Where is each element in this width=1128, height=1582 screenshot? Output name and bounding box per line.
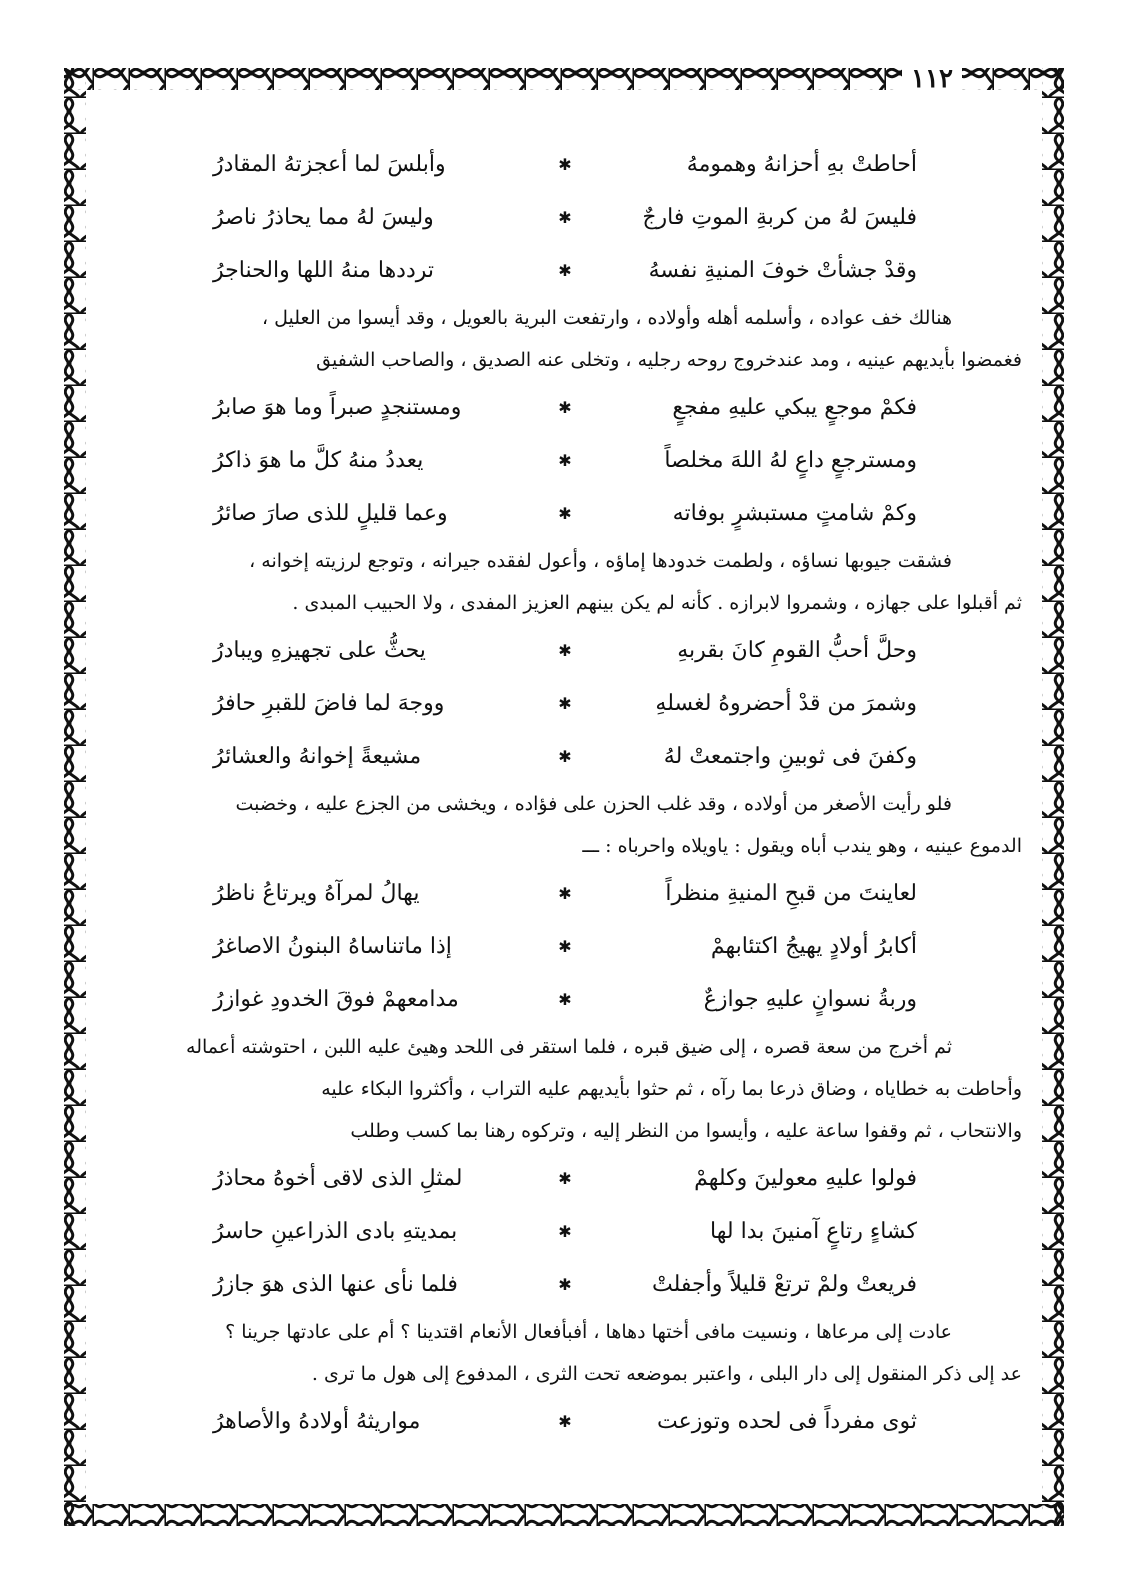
verse-separator-star-icon: ✱ — [558, 884, 572, 903]
verse-line — [108, 138, 1022, 191]
second-hemistich: يحثُّ على تجهيزهِ ويبادرُ — [213, 638, 426, 663]
verse-separator-star-icon: ✱ — [558, 937, 572, 956]
prose-line — [108, 825, 1022, 867]
verse-separator-star-icon: ✱ — [558, 504, 572, 523]
first-hemistich: لعاينتَ من قبحِ المنيةِ منظراً — [665, 881, 917, 906]
verse-line — [108, 244, 1022, 297]
second-hemistich: وأبلسَ لما أعجزتهُ المقادرُ — [213, 152, 446, 177]
prose-text: عد إلى ذكر المنقول إلى دار البلى ، واعتبر بموضعه تحت الثرى ، المدفوع إلى هول ما ترى . — [311, 1363, 1022, 1385]
second-hemistich: ترددها منهُ اللها والحناجرُ — [213, 258, 435, 283]
verse — [108, 881, 1022, 906]
second-hemistich: مدامعهمْ فوقَ الخدودِ غوازرُ — [213, 987, 459, 1012]
second-hemistich: فلما نأى عنها الذى هوَ جازرُ — [213, 1272, 458, 1297]
first-hemistich: ثوى مفرداً فى لحده وتوزعت — [657, 1409, 917, 1434]
prose-text: ثم أقبلوا على جهازه ، وشمروا لابرازه . كأنه لم يكن بينهم العزيز المفدى ، ولا الحبيب المبدى . — [292, 592, 1022, 614]
verse-line — [108, 867, 1022, 920]
first-hemistich: وشمرَ من قدْ أحضروهُ لغسلهِ — [655, 691, 917, 716]
prose-text: فغمضوا بأيديهم عينيه ، ومد عندخروج روحه رجليه ، وتخلى عنه الصديق ، والصاحب الشفيق — [316, 349, 1022, 371]
verse-separator-star-icon: ✱ — [558, 155, 572, 174]
first-hemistich: فريعتْ ولمْ ترتعْ قليلاً وأجفلتْ — [652, 1272, 917, 1297]
verse — [108, 1272, 1022, 1297]
verse-line — [108, 381, 1022, 434]
prose-text: فشقت جيوبها نساؤه ، ولطمت خدودها إماؤه ، وأعول لفقده جيرانه ، وتوجع لرزيته إخوانه ، — [249, 550, 952, 572]
first-hemistich: أحاطتْ بهِ أحزانهُ وهمومهُ — [686, 152, 917, 177]
verse-separator-star-icon: ✱ — [558, 694, 572, 713]
first-hemistich: وقدْ جشأتْ خوفَ المنيةِ نفسهُ — [648, 258, 917, 283]
verse-separator-star-icon: ✱ — [558, 1412, 572, 1431]
first-hemistich: وكفنَ فى ثوبينِ واجتمعتْ لهُ — [663, 744, 917, 769]
second-hemistich: ووجهَ لما فاضَ للقبرِ حافرُ — [213, 691, 445, 716]
prose-line — [108, 1110, 1022, 1152]
verse-line — [108, 1395, 1022, 1448]
second-hemistich: ومستنجدٍ صبراً وما هوَ صابرُ — [213, 395, 462, 420]
prose-line — [108, 582, 1022, 624]
second-hemistich: وعما قليلٍ للذى صارَ صائرُ — [213, 501, 448, 526]
second-hemistich: يعددُ منهُ كلَّ ما هوَ ذاكرُ — [213, 448, 424, 473]
first-hemistich: ومسترجعٍ داعٍ لهُ اللهَ مخلصاً — [664, 448, 917, 473]
verse — [108, 744, 1022, 769]
first-hemistich: وربةُ نسوانٍ عليهِ جوازعٌ — [703, 987, 917, 1012]
verse — [108, 205, 1022, 230]
verse-separator-star-icon: ✱ — [558, 1222, 572, 1241]
verse — [108, 152, 1022, 177]
verse-separator-star-icon: ✱ — [558, 261, 572, 280]
second-hemistich: مواريثهُ أولادهُ والأصاهرُ — [213, 1409, 421, 1434]
second-hemistich: لمثلِ الذى لاقى أخوهُ محاذرُ — [213, 1166, 463, 1191]
verse-separator-star-icon: ✱ — [558, 398, 572, 417]
verse-line — [108, 1258, 1022, 1311]
first-hemistich: فولوا عليهِ معولينَ وكلهمْ — [694, 1166, 917, 1191]
prose-line — [108, 783, 1022, 825]
verse — [108, 1409, 1022, 1434]
prose-text: هنالك خف عواده ، وأسلمه أهله وأولاده ، وارتفعت البرية بالعويل ، وقد أيسوا من العليل ، — [261, 307, 952, 329]
verse-separator-star-icon: ✱ — [558, 1169, 572, 1188]
first-hemistich: وحلَّ أحبُّ القومِ كانَ بقربهِ — [677, 638, 917, 663]
second-hemistich: بمديتهِ بادى الذراعينِ حاسرُ — [213, 1219, 458, 1244]
second-hemistich: مشيعةً إخوانهُ والعشائرُ — [213, 744, 422, 769]
verse-line — [108, 677, 1022, 730]
prose-line — [108, 540, 1022, 582]
verse-line — [108, 920, 1022, 973]
verse-separator-star-icon: ✱ — [558, 990, 572, 1009]
prose-line — [108, 1311, 1022, 1353]
second-hemistich: يهالُ لمرآهُ ويرتاعُ ناظرُ — [213, 881, 420, 906]
verse-separator-star-icon: ✱ — [558, 451, 572, 470]
verse — [108, 934, 1022, 959]
verse — [108, 448, 1022, 473]
verse — [108, 638, 1022, 663]
prose-text: وأحاطت به خطاياه ، وضاق ذرعا بما رآه ، ثم حثوا بأيديهم عليه التراب ، وأكثروا البكاء عليه — [321, 1078, 1022, 1100]
verse-separator-star-icon: ✱ — [558, 641, 572, 660]
prose-text: والانتحاب ، ثم وقفوا ساعة عليه ، وأيسوا من النظر إليه ، وتركوه رهنا بما كسب وطلب — [350, 1120, 1022, 1142]
verse-separator-star-icon: ✱ — [558, 747, 572, 766]
verse-separator-star-icon: ✱ — [558, 208, 572, 227]
verse — [108, 501, 1022, 526]
second-hemistich: إذا ماتناساهُ البنونُ الاصاغرُ — [213, 934, 452, 959]
first-hemistich: فليسَ لهُ من كربةِ الموتِ فارجٌ — [642, 205, 917, 230]
verse-line — [108, 1152, 1022, 1205]
prose-line — [108, 297, 1022, 339]
prose-line — [108, 1353, 1022, 1395]
prose-line — [108, 1026, 1022, 1068]
verse-line — [108, 973, 1022, 1026]
verse-line — [108, 487, 1022, 540]
second-hemistich: وليسَ لهُ مما يحاذرُ ناصرُ — [213, 205, 434, 230]
first-hemistich: وكمْ شامتٍ مستبشرٍ بوفاته — [672, 501, 917, 526]
page-number: ١١٢ — [902, 64, 962, 94]
verse-line — [108, 624, 1022, 677]
prose-line — [108, 339, 1022, 381]
verse — [108, 987, 1022, 1012]
first-hemistich: كشاءٍ رتاعٍ آمنينَ بدا لها — [710, 1219, 917, 1244]
verse-separator-star-icon: ✱ — [558, 1275, 572, 1294]
prose-line — [108, 1068, 1022, 1110]
verse — [108, 258, 1022, 283]
verse-line — [108, 730, 1022, 783]
prose-text: عادت إلى مرعاها ، ونسيت مافى أختها دهاها ، أفبأفعال الأنعام اقتدينا ؟ أم على عادتها جرينا ؟ — [225, 1321, 952, 1343]
prose-text: ثم أخرج من سعة قصره ، إلى ضيق قبره ، فلما استقر فى اللحد وهيئ عليه اللبن ، احتوشته أعماله — [186, 1036, 952, 1058]
verse — [108, 1166, 1022, 1191]
prose-text: الدموع عينيه ، وهو يندب أباه ويقول : ياويلاه واحرباه : ـــ — [582, 835, 1022, 857]
verse — [108, 691, 1022, 716]
verse — [108, 395, 1022, 420]
verse — [108, 1219, 1022, 1244]
verse-line — [108, 191, 1022, 244]
verse-line — [108, 1205, 1022, 1258]
verse-line — [108, 434, 1022, 487]
first-hemistich: فكمْ موجعٍ يبكي عليهِ مفجعٍ — [672, 395, 917, 420]
first-hemistich: أكابرُ أولادٍ يهيجُ اكتئابهمْ — [710, 934, 917, 959]
page-body — [108, 138, 1022, 1448]
prose-text: فلو رأيت الأصغر من أولاده ، وقد غلب الحزن على فؤاده ، ويخشى من الجزع عليه ، وخضبت — [235, 793, 952, 815]
